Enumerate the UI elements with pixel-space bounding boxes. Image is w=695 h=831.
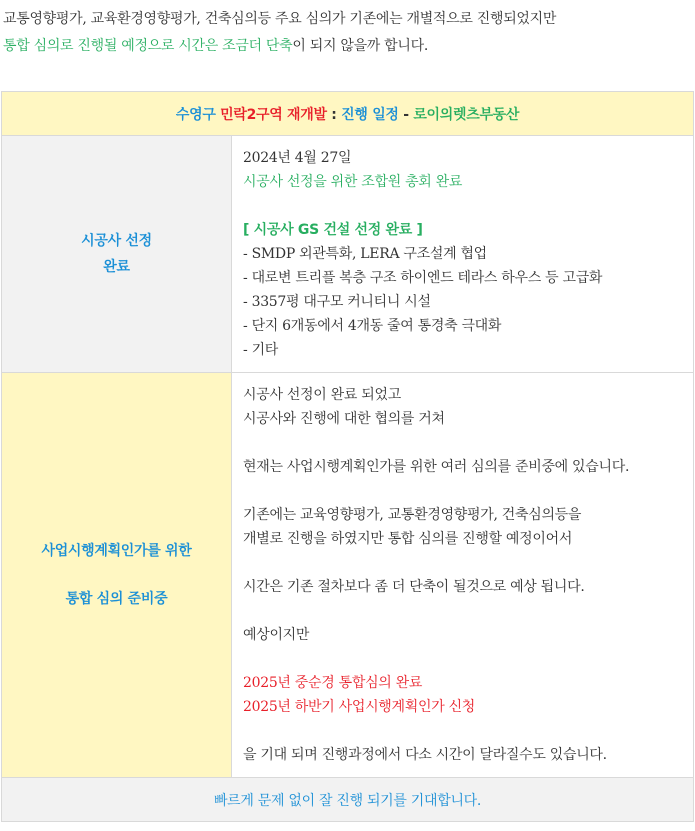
- row-event: 시공사 선정을 위한 조합원 총회 완료: [243, 174, 463, 190]
- header-project: 민락2구역 재개발: [220, 106, 327, 123]
- paragraph-line: 개별로 진행을 하였지만 통합 심의를 진행할 예정이어서: [243, 531, 573, 547]
- table-footer: 빠르게 문제 없이 잘 진행 되기를 기대합니다.: [2, 778, 694, 822]
- schedule-table: [1, 91, 694, 822]
- intro-line-2: [3, 33, 691, 60]
- paragraph-line: 기존에는 교육영향평가, 교통환경영향평가, 건축심의등을: [243, 507, 582, 523]
- paragraph-line: 현재는 사업시행계획인가를 위한 여러 심의를 준비중에 있습니다.: [243, 459, 630, 475]
- list-item: - SMDP 외관특화, LERA 구조설계 협업: [243, 246, 487, 262]
- table-row: [2, 373, 694, 778]
- list-item: - 단지 6개동에서 4개동 줄여 통경축 극대화: [243, 318, 502, 334]
- paragraph-line: 시공사와 진행에 대한 협의를 거쳐: [243, 411, 445, 427]
- table-header-row: [2, 92, 694, 136]
- intro-highlight: 통합 심의로 진행될 예정으로 시간은 조금더 단축: [3, 38, 293, 54]
- milestone-line: 2025년 중순경 통합심의 완료: [243, 675, 423, 691]
- row-label-line: 시공사 선정: [81, 233, 152, 249]
- intro-line-1: 교통영향평가, 교육환경영향평가, 건축심의등 주요 심의가 기존에는 개별적으로 진행되었지만: [3, 11, 557, 27]
- row-label-line: 사업시행계획인가를 위한: [41, 543, 192, 559]
- table-footer-row: [2, 778, 694, 822]
- paragraph-line: 시공사 선정이 완료 되었고: [243, 387, 401, 403]
- milestone-line: 2025년 하반기 사업시행계획인가 신청: [243, 699, 476, 715]
- row-label-line: 통합 심의 준비중: [65, 591, 168, 607]
- row-content-review: [232, 373, 694, 778]
- list-item: - 대로변 트리플 복층 구조 하이엔드 테라스 하우스 등 고급화: [243, 270, 603, 286]
- row-label-review: [2, 373, 232, 778]
- header-separator: :: [326, 106, 342, 123]
- intro-paragraph: [3, 6, 691, 60]
- row-content-contractor: [232, 136, 694, 373]
- paragraph-line: 시간은 기존 절차보다 좀 더 단축이 될것으로 예상 됩니다.: [243, 579, 585, 595]
- table-header: [2, 92, 694, 136]
- header-dash: -: [398, 106, 414, 123]
- row-label-line: 완료: [103, 259, 130, 275]
- row-date: 2024년 4월 27일: [243, 150, 352, 166]
- row-highlight: [ 시공사 GS 건설 선정 완료 ]: [243, 222, 423, 238]
- header-author: 로이의렛츠부동산: [413, 106, 520, 123]
- table-row: [2, 136, 694, 373]
- header-schedule: 진행 일정: [341, 106, 399, 123]
- intro-line-2-rest: 이 되지 않을까 합니다.: [292, 38, 429, 54]
- row-label-contractor: [2, 136, 232, 373]
- paragraph-line: 예상이지만: [243, 627, 310, 643]
- list-item: - 기타: [243, 342, 279, 358]
- paragraph-line: 을 기대 되며 진행과정에서 다소 시간이 달라질수도 있습니다.: [243, 747, 607, 763]
- list-item: - 3357평 대구모 커니티니 시설: [243, 294, 431, 310]
- header-region: 수영구: [175, 106, 221, 123]
